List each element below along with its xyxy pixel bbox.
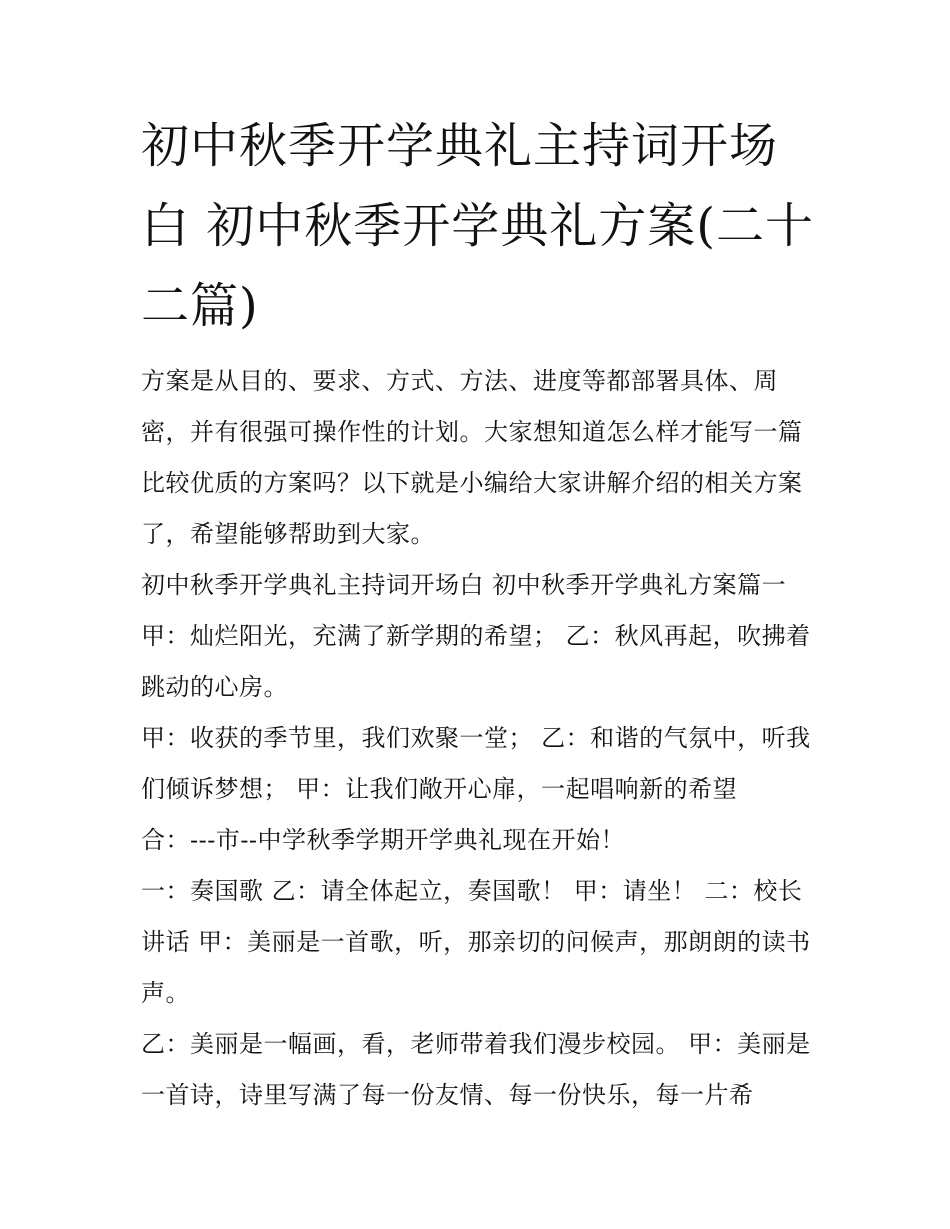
document-title: 初中秋季开学典礼主持词开场白 初中秋季开学典礼方案(二十二篇) [141, 118, 814, 334]
document-page [141, 106, 821, 1121]
paragraph-dialogue: 甲：收获的季节里，我们欢聚一堂； 乙：和谐的气氛中，听我们倾诉梦想； 甲：让我们敞开心扉，一起唱响新的希望 [141, 724, 811, 803]
paragraph-intro: 方案是从目的、要求、方式、方法、进度等都部署具体、周密，并有很强可操作性的计划。大家想知道怎么样才能写一篇比较优质的方案吗？以下就是小编给大家讲解介绍的相关方案了，希望能够帮助到大家。 [141, 367, 803, 548]
document-body [141, 356, 821, 1121]
paragraph-dialogue: 一：奏国歌 乙：请全体起立，奏国歌！ 甲：请坐！ 二：校长讲话 甲：美丽是一首歌，听，那亲切的问候声，那朗朗的读书声。 [141, 877, 811, 1007]
paragraph-section-heading: 初中秋季开学典礼主持词开场白 初中秋季开学典礼方案篇一 [141, 571, 787, 599]
paragraph-dialogue: 乙：美丽是一幅画，看，老师带着我们漫步校园。 甲：美丽是一首诗，诗里写满了每一份友情、每一份快乐，每一片希 [141, 1030, 811, 1109]
paragraph-dialogue: 合：---市--中学秋季学期开学典礼现在开始！ [141, 826, 626, 854]
paragraph-dialogue: 甲：灿烂阳光，充满了新学期的希望； 乙：秋风再起，吹拂着跳动的心房。 [141, 622, 811, 701]
